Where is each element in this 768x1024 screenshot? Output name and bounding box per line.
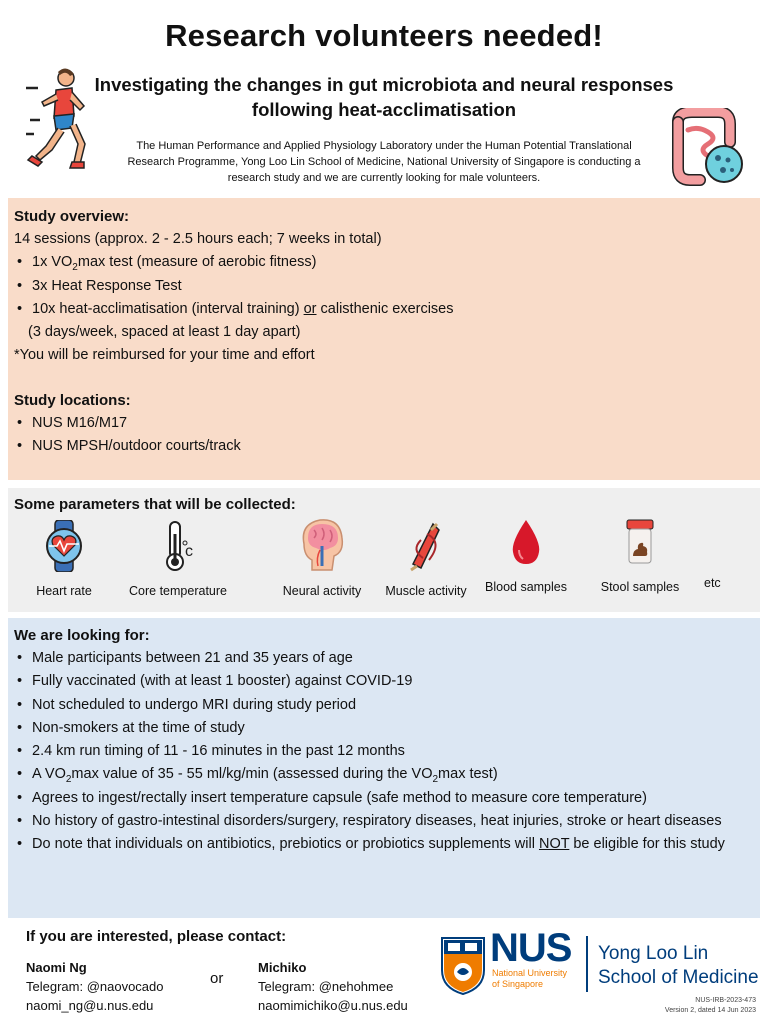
nus-medicine-logo bbox=[440, 926, 760, 1002]
contact-heading: If you are interested, please contact: bbox=[26, 928, 287, 945]
item-text: calisthenic exercises bbox=[316, 300, 454, 317]
list-item: • Fully vaccinated (with at least 1 booster) against COVID-19 bbox=[14, 670, 754, 693]
study-subtitle bbox=[84, 72, 684, 122]
item-text: be eligible for this study bbox=[569, 836, 725, 853]
subtitle-line: Investigating the changes in gut microbiota and neural responses bbox=[94, 74, 674, 95]
param-label: Stool samples bbox=[600, 580, 680, 594]
version-date: Version 2, dated 14 Jun 2023 bbox=[664, 1007, 756, 1014]
gut-microbiota-icon bbox=[668, 108, 746, 188]
sessions-text: 14 sessions (approx. 2 - 2.5 hours each; 7 weeks in total) bbox=[14, 231, 382, 247]
underlined-or: or bbox=[303, 300, 317, 317]
school-name bbox=[598, 942, 759, 990]
item-text: A VO bbox=[32, 766, 66, 783]
list-item bbox=[14, 763, 754, 786]
heart-rate-watch-icon bbox=[41, 520, 87, 572]
eligibility-list bbox=[14, 647, 754, 857]
nus-wordmark: NUS bbox=[490, 926, 572, 970]
reimbursement-note: *You will be reimbursed for your time and effort bbox=[14, 347, 315, 364]
param-muscle-activity bbox=[370, 520, 482, 598]
version-reference bbox=[665, 996, 756, 1016]
contact-email[interactable]: naomimichiko@u.nus.edu bbox=[258, 998, 408, 1013]
contact-naomi bbox=[26, 958, 164, 1015]
list-item: • No history of gastro-intestinal disorders/surgery, respiratory diseases, heat injuries, stroke or heart diseases bbox=[14, 810, 754, 833]
item-text: Do note that individuals on antibiotics, prebiotics or probiotics supplements will bbox=[32, 836, 539, 853]
schedule-text: (3 days/week, spaced at least 1 day apart) bbox=[28, 324, 301, 341]
subtitle-line: following heat-acclimatisation bbox=[251, 99, 517, 120]
intro-text bbox=[100, 138, 668, 186]
list-item: • Male participants between 21 and 35 years of age bbox=[14, 647, 754, 670]
nus-fullname bbox=[492, 968, 567, 990]
svg-text:c: c bbox=[185, 543, 193, 560]
nus-crest-icon bbox=[440, 936, 486, 996]
underlined-not: NOT bbox=[538, 836, 570, 853]
list-item: • NUS M16/M17 bbox=[14, 412, 754, 435]
subscript: 2 bbox=[432, 774, 439, 786]
item-text: 10x heat-acclimatisation (interval training) bbox=[32, 300, 304, 317]
param-neural-activity bbox=[266, 516, 378, 598]
etc-label: etc bbox=[704, 576, 721, 590]
contact-telegram[interactable]: Telegram: @nehohmee bbox=[258, 979, 394, 994]
uni-line: of Singapore bbox=[492, 979, 544, 989]
list-item: • 3x Heat Response Test bbox=[14, 275, 754, 298]
parameters-heading: Some parameters that will be collected: bbox=[14, 496, 296, 513]
contact-name: Naomi Ng bbox=[26, 960, 87, 975]
contact-email[interactable]: naomi_ng@u.nus.edu bbox=[26, 998, 154, 1013]
brain-icon bbox=[296, 516, 348, 572]
uni-line: National University bbox=[492, 968, 568, 978]
parameters-row bbox=[14, 516, 754, 606]
parameters-panel bbox=[8, 488, 760, 612]
intro-line: The Human Performance and Applied Physiology Laboratory under the Human Potential Translational bbox=[136, 140, 632, 152]
school-line: Yong Loo Lin bbox=[598, 943, 709, 964]
param-label: Blood samples bbox=[485, 580, 567, 594]
list-item: • NUS MPSH/outdoor courts/track bbox=[14, 435, 754, 458]
list-item: • Non-smokers at the time of study bbox=[14, 717, 754, 740]
overview-heading: Study overview: bbox=[14, 208, 130, 225]
param-core-temperature bbox=[122, 520, 234, 598]
logo-divider bbox=[586, 936, 588, 992]
intro-line: research study and we are currently looking for male volunteers. bbox=[227, 172, 541, 184]
eligibility-heading: We are looking for: bbox=[14, 627, 150, 644]
subscript: 2 bbox=[65, 774, 72, 786]
param-heart-rate bbox=[8, 520, 120, 598]
muscle-icon bbox=[403, 520, 449, 572]
school-line: School of Medicine bbox=[598, 967, 759, 988]
param-stool-samples bbox=[584, 516, 696, 594]
list-item: • 2.4 km run timing of 11 - 16 minutes in the past 12 months bbox=[14, 740, 754, 763]
locations-list bbox=[14, 412, 754, 459]
or-text: or bbox=[210, 970, 224, 987]
item-text: 1x VO bbox=[32, 254, 73, 271]
page-title: Research volunteers needed! bbox=[165, 18, 603, 53]
irb-number: NUS-IRB-2023-473 bbox=[695, 997, 756, 1004]
param-label: Heart rate bbox=[36, 584, 92, 598]
list-item: • Agrees to ingest/rectally insert temperature capsule (safe method to measure core temperature) bbox=[14, 787, 754, 810]
list-item bbox=[14, 298, 754, 321]
item-text: max test (measure of aerobic fitness) bbox=[77, 254, 317, 271]
contact-name: Michiko bbox=[258, 960, 307, 975]
intro-line: Research Programme, Yong Loo Lin School of Medicine, National University of Singapore is conducting a bbox=[127, 156, 641, 168]
subscript: 2 bbox=[72, 262, 78, 274]
list-item: • Not scheduled to undergo MRI during study period bbox=[14, 694, 754, 717]
param-label: Neural activity bbox=[282, 584, 362, 598]
item-text: max test) bbox=[438, 766, 498, 783]
overview-list bbox=[14, 251, 754, 321]
contact-telegram[interactable]: Telegram: @naovocado bbox=[26, 979, 164, 994]
blood-drop-icon bbox=[503, 516, 549, 568]
contact-michiko bbox=[258, 958, 408, 1015]
study-overview-panel bbox=[8, 198, 760, 480]
list-item bbox=[14, 833, 754, 856]
runner-icon bbox=[22, 66, 92, 172]
item-text: max value of 35 - 55 ml/kg/min (assessed during the VO bbox=[71, 766, 433, 783]
param-label: Core temperature bbox=[129, 584, 227, 598]
thermometer-icon bbox=[155, 520, 201, 572]
stool-sample-icon bbox=[617, 516, 663, 568]
param-label: Muscle activity bbox=[385, 584, 467, 598]
eligibility-panel bbox=[8, 618, 760, 918]
param-blood-samples bbox=[470, 516, 582, 594]
list-item bbox=[14, 251, 754, 274]
locations-heading: Study locations: bbox=[14, 391, 131, 409]
